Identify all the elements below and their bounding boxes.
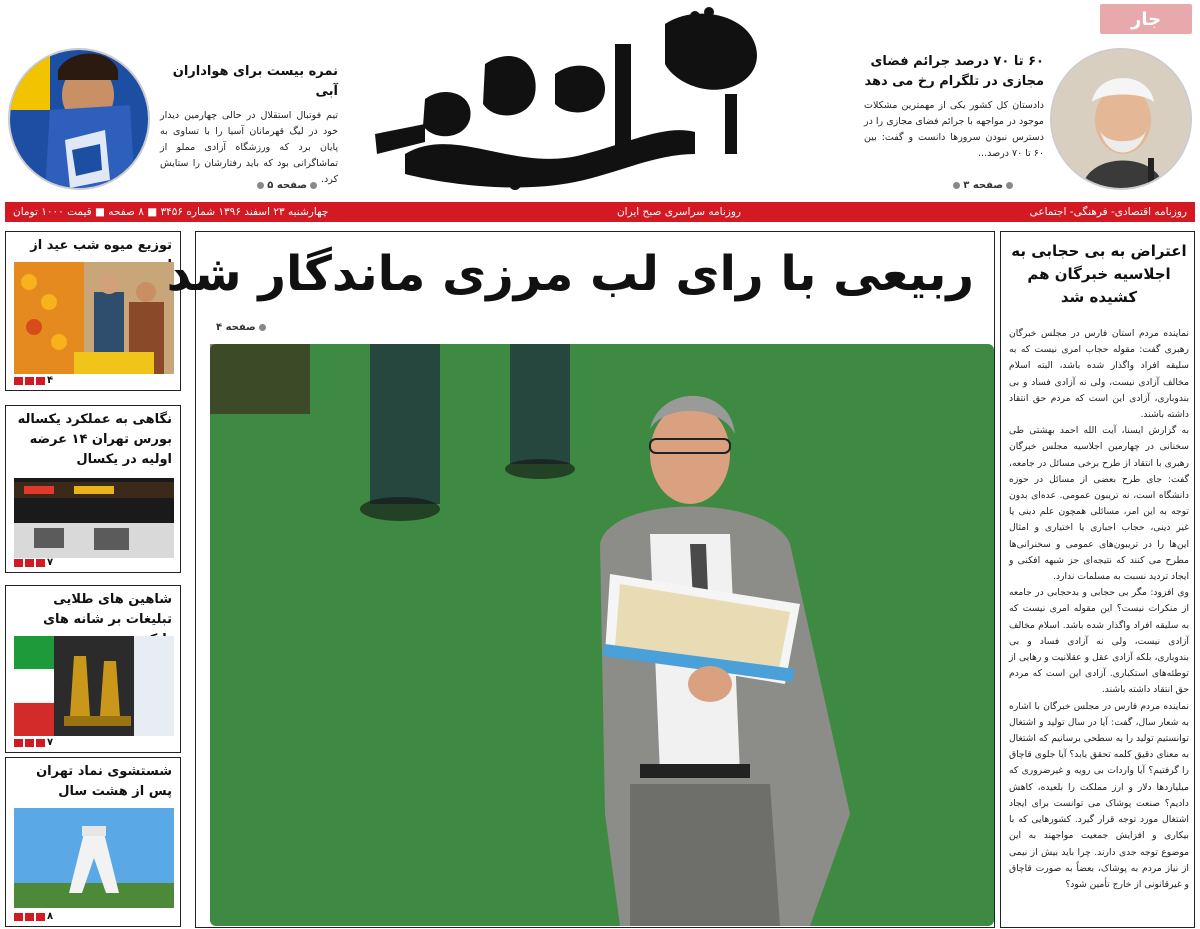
list-item[interactable] — [5, 757, 181, 927]
masthead-logo — [365, 4, 805, 200]
teaser-left-title[interactable]: نمره بیست برای هواداران آبی — [172, 64, 338, 99]
main-headline[interactable]: ربیعی با رای لب مرزی ماندگار شد — [166, 246, 974, 302]
right-column-paragraph: وی افزود: مگر بی حجابی و بدحجابی در جامعه از منکرات نیست؟ این مقوله امری نیست که به سلیقه افراد واگذار شده باشد. اسلام مخالف آزادی نیست، ولی نه آزادی فساد و بی بندوباری، بلکه آزادی عقل و عقلانیت و رهایی از توطئه‌های استکباری. آزادی این است که مردم حق انتقاد داشته باشند. — [1009, 587, 1189, 696]
list-item[interactable] — [5, 585, 181, 753]
paper-category: روزنامه اقتصادی- فرهنگی- اجتماعی — [1029, 206, 1187, 218]
left-item-page: ۷ — [14, 557, 53, 568]
award-statues-image — [14, 636, 174, 736]
main-page-ref: صفحه ۴ — [216, 322, 269, 333]
right-column — [1000, 231, 1195, 928]
left-item-page: ۸ — [14, 911, 53, 922]
teaser-right-page: صفحه ۳ — [916, 180, 1016, 191]
left-item-page: ۷ — [14, 737, 53, 748]
fruit-stand-image — [14, 262, 174, 374]
left-column — [5, 231, 181, 928]
paper-subtitle: روزنامه سراسری صبح ایران — [616, 206, 741, 218]
right-column-title[interactable]: اعتراض به بی حجابی به اجلاسیه خبرگان هم کشیده شد — [1011, 242, 1187, 306]
issue-info: چهارشنبه ۲۳ اسفند ۱۳۹۶ شماره ۳۴۵۶ ■ ۸ صفحه ■ قیمت ۱۰۰۰ تومان — [13, 206, 329, 218]
azadi-tower-image — [14, 808, 174, 908]
teaser-right-body: دادستان کل کشور یکی از مهمترین مشکلات موجود در مواجهه با جرائم فضای مجازی را در دسترس نبودن سرورها دانست و گفت: بین ۶۰ تا ۷۰ درصد... — [864, 100, 1044, 159]
official-portrait — [1050, 48, 1192, 190]
info-bar — [5, 202, 1195, 222]
teaser-right-title[interactable]: ۶۰ تا ۷۰ درصد جرائم فضای مجازی در تلگرام رخ می دهد — [864, 54, 1044, 89]
left-item-page: ۴ — [14, 375, 53, 386]
main-story — [166, 231, 995, 928]
right-column-paragraph: نماینده مردم استان فارس در مجلس خبرگان رهبری گفت: مقوله حجاب امری نیست که به سلیقه افراد واگذار شده باشد، البته اسلام مخالف آزادی نیست، ولی نه آزادی فساد و بی بندوباری، آزادی این است که مردم حق انتقاد داشته باشند. — [1009, 328, 1189, 421]
right-column-paragraph: به گزارش ایسنا، آیت الله احمد بهشتی طی سخنانی در چهارمین اجلاسیه مجلس خبرگان رهبری با انتقاد از طرح برخی مسائل در جامعه، گفت: جای طرح بعضی از مسائل در حوزه دانشگاه است، نه تریبون عمومی. عده‌ای بدون توجه به این امر، مسائلی همچون علم دینی یا غیر دینی، حجاب اجباری یا اختیاری و امثال این‌ها را در تریبون‌های عمومی و سخنرانی‌ها مطرح می کنند که نتیجه‌ای جز شبهه افکنی و ایجاد تردید نسبت به مسلمات ندارد. — [1009, 425, 1189, 583]
right-column-body — [1009, 326, 1189, 893]
teaser-left-page: صفحه ۵ — [220, 180, 320, 191]
left-item-title[interactable]: توزیع میوه شب عید از — [30, 238, 172, 253]
main-photo — [210, 344, 994, 926]
teaser-left[interactable] — [160, 62, 338, 188]
stock-exchange-image — [14, 478, 174, 558]
teaser-left-body: تیم فوتبال استقلال در حالی چهارمین دیدار خود در لیگ قهرمانان آسیا را با تساوی به پایان برد که ورزشگاه آزادی مملو از تماشاگرانی بود که باید رفتارشان را ستایش کرد. — [160, 110, 338, 185]
teaser-right[interactable] — [864, 52, 1044, 162]
list-item[interactable] — [5, 405, 181, 573]
left-item-title[interactable]: شاهین های طلایی تبلیغات بر شانه های — [43, 592, 172, 627]
left-item-title[interactable]: نگاهی به عملکرد یکساله بورس تهران ۱۴ عرضه اولیه در یکسال — [17, 412, 172, 467]
fan-portrait — [8, 48, 150, 190]
list-item[interactable] — [5, 231, 181, 391]
left-item-title[interactable]: شستشوی نماد تهران پس از هشت سال — [36, 764, 172, 799]
right-column-paragraph: نماینده مردم فارس در مجلس خبرگان با اشاره به شعار سال، گفت: آیا در سال تولید و اشتغال توانستیم تولید را به سطحی برسانیم که اشتغال به معنای دقیق کلمه تحقق یابد؟ آیا جلوی قاچاق را گرفتیم؟ آیا واردات بی رویه و غیرضروری که میلیاردها دلار و ارز مملکت را بلعیده، کاهش دادیم؟ صنعت پوشاک می توانست برای ایجاد اشتغال مورد توجه قرار گیرد. کشورهایی که با بیکاری و افزایش جمعیت مواجهند به این موضوع توجه جدی دارند. چرا باید بیش از نیمی از نیاز مردم به پوشاک، بعضاً به صورت قاچاق و غیرقانونی از خارج تأمین شود؟ — [1009, 700, 1189, 890]
section-stamp: جار — [1100, 4, 1192, 34]
